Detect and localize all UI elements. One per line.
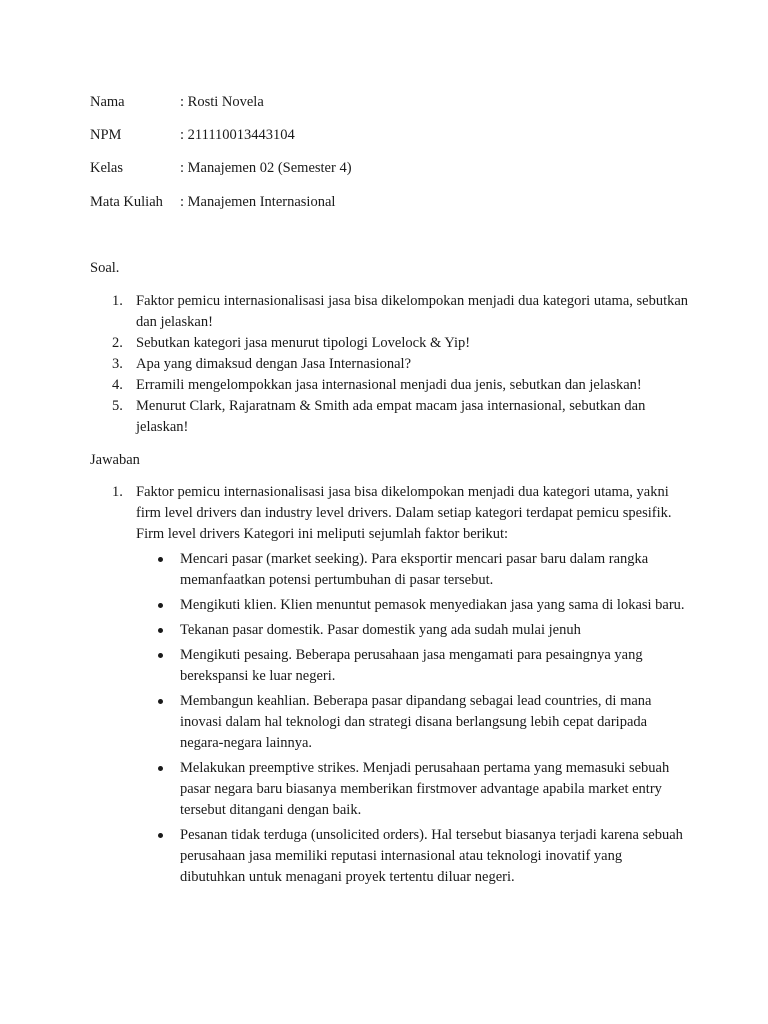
soal-item-text: Faktor pemicu internasionalisasi jasa bisa dikelompokan menjadi dua kategori utama, sebutkan dan jelaskan! [136, 293, 689, 330]
soal-item-number: 3. [112, 356, 123, 372]
bullet-text: Tekanan pasar domestik. Pasar domestik yang ada sudah mulai jenuh [180, 622, 581, 638]
jawaban-bullet-list [136, 549, 690, 888]
matkul-label: Mata Kuliah [90, 194, 163, 210]
bullet-icon [158, 603, 163, 608]
bullet-text: Mencari pasar (market seeking). Para eksportir mencari pasar baru dalam rangka memanfaatkan potensi pertumbuhan di pasar tersebut. [180, 551, 649, 588]
bullet-text: Mengikuti klien. Klien menuntut pemasok menyediakan jasa yang sama di lokasi baru. [180, 597, 685, 613]
name-label: Nama [90, 94, 125, 110]
soal-item [90, 291, 690, 333]
soal-heading: Soal. [90, 260, 120, 276]
bullet-icon [158, 557, 163, 562]
npm-label: NPM [90, 127, 122, 143]
bullet-icon [158, 653, 163, 658]
soal-item [90, 354, 690, 375]
jawaban-heading: Jawaban [90, 452, 140, 468]
soal-item [90, 333, 690, 354]
bullet-text: Melakukan preemptive strikes. Menjadi perusahaan pertama yang memasuki sebuah pasar negara baru biasanya memberikan firstmover advantage apabila market entry tersebut ditangani dengan baik. [180, 760, 670, 818]
soal-item-text: Sebutkan kategori jasa menurut tipologi Lovelock & Yip! [136, 335, 471, 351]
jawaban-item-text: Faktor pemicu internasionalisasi jasa bisa dikelompokan menjadi dua kategori utama, yakni firm level drivers dan industry level drivers. Dalam setiap kategori terdapat pemicu spesifik. Firm level drivers Kategori ini meliputi sejumlah faktor berikut: [136, 484, 672, 542]
bullet-item [136, 825, 690, 888]
info-row-mata-kuliah [90, 192, 335, 213]
matkul-value: : Manajemen Internasional [180, 194, 336, 210]
bullet-text: Membangun keahlian. Beberapa pasar dipandang sebagai lead countries, di mana inovasi dalam hal teknologi dan strategi disana berlangsung lebih cepat daripada negara-negara lainnya. [180, 693, 652, 751]
name-value: : Rosti Novela [180, 94, 264, 110]
bullet-item [136, 758, 690, 821]
bullet-item [136, 691, 690, 754]
npm-value: : 211110013443104 [180, 127, 295, 143]
jawaban-item [90, 482, 690, 888]
bullet-text: Mengikuti pesaing. Beberapa perusahaan jasa mengamati para pesaingnya yang berekspansi ke luar negeri. [180, 647, 643, 684]
bullet-text: Pesanan tidak terduga (unsolicited orders). Hal tersebut biasanya terjadi karena sebuah perusahaan jasa memiliki reputasi internasional atau teknologi inovatif yang dibutuhkan untuk menagani proyek tertentu diluar negeri. [180, 827, 683, 885]
soal-item-text: Apa yang dimaksud dengan Jasa Internasional? [136, 356, 412, 372]
bullet-icon [158, 833, 163, 838]
soal-item [90, 396, 690, 438]
info-row-npm [90, 125, 295, 146]
soal-item-number: 1. [112, 293, 123, 309]
bullet-item [136, 620, 690, 641]
bullet-icon [158, 699, 163, 704]
bullet-icon [158, 628, 163, 633]
info-row-nama [90, 92, 264, 113]
soal-item [90, 375, 690, 396]
soal-item-text: Menurut Clark, Rajaratnam & Smith ada empat macam jasa internasional, sebutkan dan jelaskan! [136, 398, 646, 435]
soal-item-number: 4. [112, 377, 123, 393]
kelas-label: Kelas [90, 160, 124, 176]
jawaban-list [90, 482, 690, 888]
jawaban-item-number: 1. [112, 484, 123, 500]
soal-item-number: 5. [112, 398, 123, 414]
bullet-icon [158, 766, 163, 771]
bullet-item [136, 549, 690, 591]
info-row-kelas [90, 158, 352, 179]
bullet-item [136, 645, 690, 687]
kelas-value: : Manajemen 02 (Semester 4) [180, 160, 352, 176]
soal-list [90, 291, 690, 438]
soal-item-number: 2. [112, 335, 123, 351]
soal-item-text: Erramili mengelompokkan jasa internasional menjadi dua jenis, sebutkan dan jelaskan! [136, 377, 642, 393]
bullet-item [136, 595, 690, 616]
